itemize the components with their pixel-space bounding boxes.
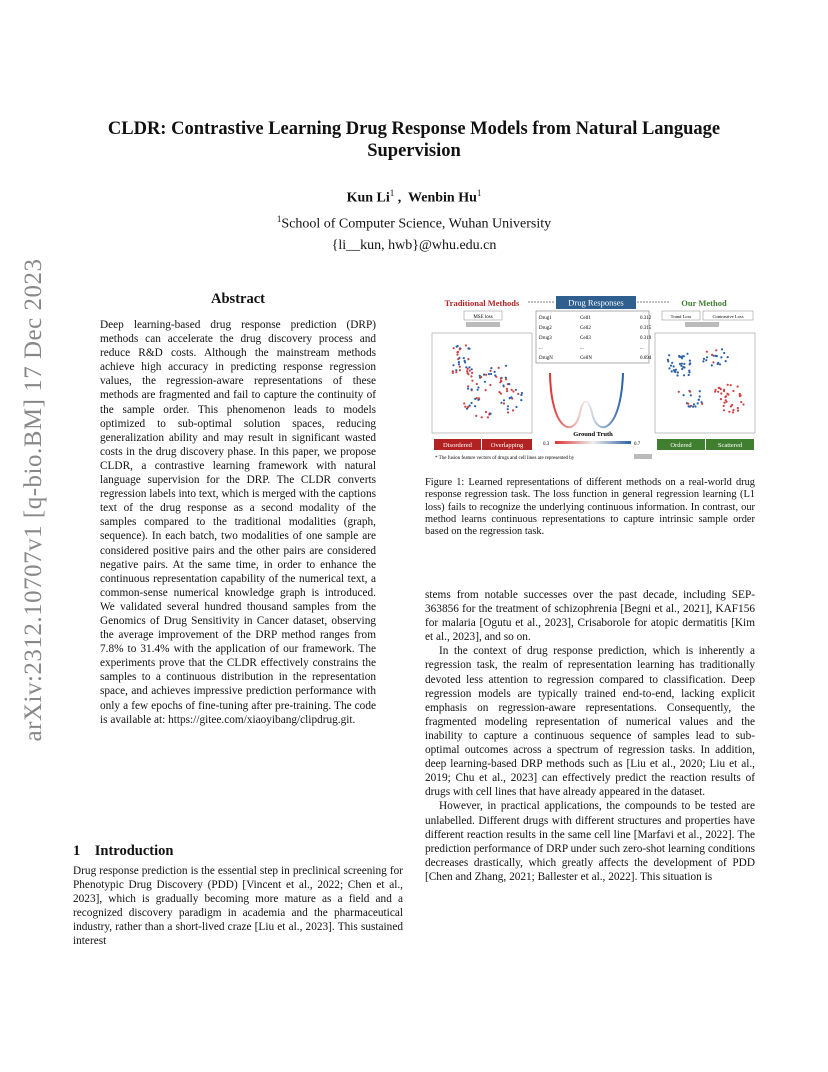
paragraph: However, in practical applications, the compounds to be tested are unlabelled. Different drugs with different structures and properties have different reaction results in the same cell line [Marfavi et al., 2022]. The prediction performance of DRP under such zero-shot learning conditions decreases drastically, which greatly affects the development of PDD [Chen and Zhang, 2021; Ballester et al., 2022]. This situation is	[425, 800, 755, 883]
scatter-point	[721, 348, 723, 350]
scatter-point	[452, 364, 454, 366]
scatter-point	[689, 391, 691, 393]
scatter-point	[459, 348, 461, 350]
scatter-point	[712, 361, 714, 363]
scatter-point	[474, 405, 476, 407]
left-scatter-points	[452, 344, 523, 418]
scatter-point	[681, 357, 683, 359]
scatter-point	[467, 358, 469, 360]
scatter-point	[469, 370, 471, 372]
scatter-point	[465, 344, 467, 346]
scatter-point	[680, 365, 682, 367]
scatter-point	[459, 369, 461, 371]
right-scatter-frame	[655, 333, 755, 433]
color-scale-bar	[555, 441, 631, 444]
figure-caption: Figure 1: Learned representations of different methods on a real-world drug response regression task. The loss function in general regression learning (L1 loss) fails to recognize the underlying continuous information. In contrast, our method learns continuous representations to capture intrinsic sample order based on the regression task.	[425, 477, 755, 538]
scatter-point	[703, 358, 705, 360]
scatter-point	[731, 404, 733, 406]
scatter-point	[676, 374, 678, 376]
table-cell: 0.315	[640, 326, 652, 331]
scatter-point	[671, 370, 673, 372]
scatter-point	[689, 363, 691, 365]
scatter-point	[471, 380, 473, 382]
scatter-point	[667, 359, 669, 361]
scatter-point	[475, 415, 477, 417]
scatter-point	[740, 401, 742, 403]
tag-scattered: Scattered	[717, 442, 743, 449]
table-cell: Drug1	[539, 316, 552, 321]
scatter-point	[694, 405, 696, 407]
feature-vector-icon	[466, 322, 500, 327]
scatter-point	[727, 384, 729, 386]
scatter-point	[728, 411, 730, 413]
scatter-point	[702, 360, 704, 362]
arxiv-id: arXiv:2312.10707v1 [q-bio.BM] 17 Dec 2023	[20, 258, 47, 742]
scatter-point	[488, 373, 490, 375]
scatter-point	[520, 399, 522, 401]
scatter-point	[675, 369, 677, 371]
table-cell: Drug3	[539, 336, 552, 341]
scatter-point	[477, 389, 479, 391]
left-title: Traditional Methods	[444, 298, 520, 308]
table-cell: 0.319	[640, 336, 652, 341]
scatter-point	[471, 402, 473, 404]
ground-truth-curve	[550, 373, 623, 427]
scatter-point	[689, 406, 691, 408]
scatter-point	[467, 385, 469, 387]
scatter-point	[463, 357, 465, 359]
right-column-text	[425, 588, 755, 884]
scatter-point	[485, 411, 487, 413]
scatter-point	[739, 393, 741, 395]
scatter-point	[692, 406, 694, 408]
scatter-point	[742, 403, 744, 405]
response-table	[536, 311, 649, 363]
scatter-point	[732, 409, 734, 411]
scatter-point	[678, 355, 680, 357]
scatter-point	[512, 390, 514, 392]
scatter-point	[512, 409, 514, 411]
scatter-point	[726, 401, 728, 403]
scatter-point	[458, 363, 460, 365]
scatter-point	[706, 351, 708, 353]
scatter-point	[467, 373, 469, 375]
scatter-point	[515, 389, 517, 391]
scatter-point	[489, 384, 491, 386]
scale-min: 0.3	[543, 442, 550, 447]
authors	[0, 188, 828, 207]
center-title: Drug Responses	[568, 297, 624, 308]
scatter-point	[717, 391, 719, 393]
scatter-point	[690, 394, 692, 396]
scatter-point	[521, 392, 523, 394]
scatter-point	[668, 367, 670, 369]
scatter-point	[705, 359, 707, 361]
scatter-point	[490, 373, 492, 375]
scatter-point	[687, 403, 689, 405]
scatter-point	[720, 392, 722, 394]
scatter-point	[737, 410, 739, 412]
feature-vector-icon	[685, 322, 719, 327]
scatter-point	[697, 402, 699, 404]
scatter-point	[520, 394, 522, 396]
scatter-point	[464, 406, 466, 408]
tag-overlapping: Overlapping	[490, 442, 524, 449]
scatter-point	[457, 358, 459, 360]
abstract-text: Deep learning-based drug response prediction (DRP) methods can accelerate the drug discovery process and reduce R&D costs. Although the mainstream methods achieve high accuracy in predicting response regression values, the regression-aware representations of these methods are fragmented and fail to capture the continuity of the sample order. This phenomenon leads to models optimized to sub-optimal solution spaces, reducing generalization ability and may result in significant wasted costs in the drug discovery phase. In this paper, we propose CLDR, a contrastive learning framework with natural language supervision for the DRP. The CLDR converts regression labels into text, which is merged with the captions text of the drug response as a second modality of the samples compared to the traditional modalities (graph, sequence). In each batch, two modalities of one sample are considered positive pairs and the other pairs are considered negative pairs. At the same time, in order to enhance the continuous representation capability of the numerical text, a common-sense numerical knowledge graph is introduced. We validated several hundred thousand samples from the Genomics of Drug Sensitivity in Cancer dataset, observing the average improvement of the DRP method ranges from 7.8% to 31.4% with the application of our framework. The experiments prove that the CLDR effectively constrains the samples to a continuous distribution in the representation space, and achieves impressive prediction performance with only a few epochs of fine-tuning after pre-training. The code is available at: https://gitee.com/xiaoyibang/clipdrug.git.	[100, 319, 376, 726]
scatter-point	[456, 351, 458, 353]
scatter-point	[711, 364, 713, 366]
scatter-point	[477, 386, 479, 388]
scatter-point	[500, 402, 502, 404]
affil-mark: 1	[276, 214, 282, 224]
affiliation-block	[0, 209, 828, 256]
author-affil-mark: 1	[476, 188, 482, 198]
scatter-point	[715, 349, 717, 351]
scatter-point	[467, 368, 469, 370]
scatter-point	[720, 356, 722, 358]
scatter-point	[455, 371, 457, 373]
abstract-heading: Abstract	[211, 291, 265, 307]
author-separator: ,	[394, 190, 409, 206]
table-cell: CellN	[580, 356, 592, 361]
table-cell: ...	[539, 346, 543, 351]
scatter-point	[464, 361, 466, 363]
scatter-point	[503, 402, 505, 404]
scatter-point	[480, 376, 482, 378]
scatter-point	[483, 374, 485, 376]
scatter-point	[679, 363, 681, 365]
scatter-point	[466, 370, 468, 372]
scatter-point	[506, 388, 508, 390]
scatter-point	[677, 371, 679, 373]
table-cell: Drug2	[539, 326, 552, 331]
scatter-point	[673, 365, 675, 367]
scatter-point	[481, 416, 483, 418]
scatter-point	[724, 396, 726, 398]
author-name: Kun Li	[346, 190, 390, 206]
table-cell: Cell3	[580, 336, 591, 341]
scatter-point	[459, 366, 461, 368]
scatter-point	[506, 390, 508, 392]
scatter-point	[698, 399, 700, 401]
scatter-point	[456, 354, 458, 356]
scatter-point	[693, 403, 695, 405]
scatter-point	[476, 383, 478, 385]
mse-loss-label: MSE loss	[473, 315, 493, 320]
scatter-point	[498, 367, 500, 369]
scatter-point	[683, 366, 685, 368]
scatter-point	[717, 363, 719, 365]
scatter-point	[499, 381, 501, 383]
paragraph: stems from notable successes over the past decade, including SEP-363856 for the treatment of schizophrenia [Begni et al., 2021], KAF156 for malaria [Ogutu et al., 2023], Crisaborole for atopic dermatitis [Kim et al., 2023], and so on.	[425, 589, 755, 644]
arxiv-stamp	[4, 258, 64, 742]
scatter-point	[688, 374, 690, 376]
scatter-point	[674, 371, 676, 373]
scatter-point	[511, 389, 513, 391]
table-cell: DrugN	[539, 356, 553, 361]
scatter-point	[727, 394, 729, 396]
scatter-point	[487, 416, 489, 418]
scatter-point	[719, 363, 721, 365]
scatter-point	[495, 376, 497, 378]
scatter-point	[714, 391, 716, 393]
scatter-point	[471, 388, 473, 390]
scatter-point	[725, 360, 727, 362]
scatter-point	[500, 377, 502, 379]
scatter-point	[510, 396, 512, 398]
scatter-point	[515, 406, 517, 408]
scatter-point	[683, 363, 685, 365]
scatter-point	[470, 375, 472, 377]
feature-vector-icon	[634, 454, 652, 459]
scatter-point	[485, 374, 487, 376]
scatter-point	[507, 411, 509, 413]
scatter-point	[490, 413, 492, 415]
section-heading: 1 Introduction	[73, 843, 174, 859]
scatter-point	[463, 402, 465, 404]
scatter-point	[458, 361, 460, 363]
scatter-point	[490, 370, 492, 372]
email: {li__kun, hwb}@whu.edu.cn	[331, 237, 497, 253]
scatter-point	[467, 406, 469, 408]
scatter-point	[484, 381, 486, 383]
scatter-point	[670, 365, 672, 367]
table-cell: Cell2	[580, 326, 591, 331]
scatter-point	[681, 368, 683, 370]
scatter-point	[730, 384, 732, 386]
figure-footnote: * The fusion feature vectors of drugs and cell lines are represented by	[435, 456, 575, 461]
author-name: Wenbin Hu	[408, 190, 477, 206]
scatter-point	[498, 391, 500, 393]
scatter-point	[723, 409, 725, 411]
table-cell: ...	[580, 346, 584, 351]
paragraph: In the context of drug response prediction, which is inherently a regression task, the realm of representation learning has traditionally devoted less attention to regression compared to classification. Deep regression models are typically trained end-to-end, lacking explicit emphasis on regression-aware representations. Consequently, the fragmented modeling representation of numerical values and the inability to capture a continuous sequence of samples lead to sub-optimal outcomes across a spectrum of regression tasks. In addition, deep learning-based DRP methods such as [Liu et al., 2020; Liu et al., 2019; Chu et al., 2023] can effectively predict the reaction results of drugs with cell lines that have already appeared in the dataset.	[425, 645, 755, 799]
scatter-point	[689, 360, 691, 362]
scatter-point	[452, 370, 454, 372]
tag-disordered: Disordered	[443, 442, 472, 449]
scatter-point	[505, 365, 507, 367]
scatter-point	[720, 388, 722, 390]
scatter-point	[507, 405, 509, 407]
scatter-point	[671, 362, 673, 364]
scatter-point	[723, 405, 725, 407]
scatter-point	[737, 407, 739, 409]
scatter-point	[508, 383, 510, 385]
scatter-point	[474, 398, 476, 400]
scatter-point	[723, 389, 725, 391]
scatter-point	[686, 353, 688, 355]
scatter-point	[502, 384, 504, 386]
scatter-point	[471, 368, 473, 370]
ground-truth-label: Ground Truth	[573, 431, 613, 438]
scatter-point	[701, 401, 703, 403]
paper-title: CLDR: Contrastive Learning Drug Response Models from Natural Language Supervision	[107, 119, 721, 161]
figure-1	[425, 293, 760, 463]
scatter-point	[668, 354, 670, 356]
scatter-point	[678, 391, 680, 393]
figure-canvas	[425, 293, 760, 463]
scatter-point	[713, 355, 715, 357]
intro-paragraph: Drug response prediction is the essential step in preclinical screening for Phenotypic Drug Discovery (PDD) [Vincent et al., 2022; Chen et al., 2023], which is gradually becoming more mature as a field and a recognized discovery paradigm in academia and the pharmaceutical industry, rather than a short-lived craze [Liu et al., 2023]. This sustained interest	[73, 865, 403, 948]
scatter-point	[494, 371, 496, 373]
scatter-point	[723, 352, 725, 354]
affiliation: School of Computer Science, Wuhan University	[281, 216, 552, 232]
scatter-point	[505, 378, 507, 380]
scatter-point	[699, 395, 701, 397]
scatter-point	[507, 408, 509, 410]
scatter-point	[468, 366, 470, 368]
scatter-point	[720, 398, 722, 400]
scatter-point	[477, 399, 479, 401]
scatter-point	[466, 408, 468, 410]
scatter-point	[688, 370, 690, 372]
scatter-point	[485, 389, 487, 391]
scatter-point	[732, 411, 734, 413]
table-cell: ...	[640, 346, 644, 351]
scatter-point	[490, 367, 492, 369]
scatter-point	[737, 385, 739, 387]
scatter-point	[716, 355, 718, 357]
tag-ordered: Ordered	[670, 442, 692, 449]
scatter-point	[471, 372, 473, 374]
table-cell: Cell1	[580, 316, 591, 321]
scatter-point	[681, 355, 683, 357]
scatter-point	[455, 369, 457, 371]
scatter-point	[683, 394, 685, 396]
table-cell: 0.694	[640, 356, 652, 361]
scatter-point	[517, 393, 519, 395]
scale-max: 0.7	[634, 442, 641, 447]
right-scatter-points	[667, 348, 745, 413]
scatter-point	[732, 390, 734, 392]
trand-loss-label: Trand Loss	[670, 314, 692, 319]
scatter-point	[723, 402, 725, 404]
scatter-point	[699, 390, 701, 392]
scatter-point	[739, 395, 741, 397]
scatter-point	[503, 399, 505, 401]
author-affil-mark: 1	[389, 188, 395, 198]
scatter-point	[706, 356, 708, 358]
scatter-point	[467, 347, 469, 349]
scatter-point	[727, 356, 729, 358]
scatter-point	[467, 388, 469, 390]
contrastive-loss-label: Contrastive Loss	[712, 314, 744, 319]
scatter-point	[453, 347, 455, 349]
scatter-point	[683, 374, 685, 376]
right-title: Our Method	[681, 298, 727, 308]
table-cell: 0.312	[640, 316, 652, 321]
scatter-point	[457, 345, 459, 347]
